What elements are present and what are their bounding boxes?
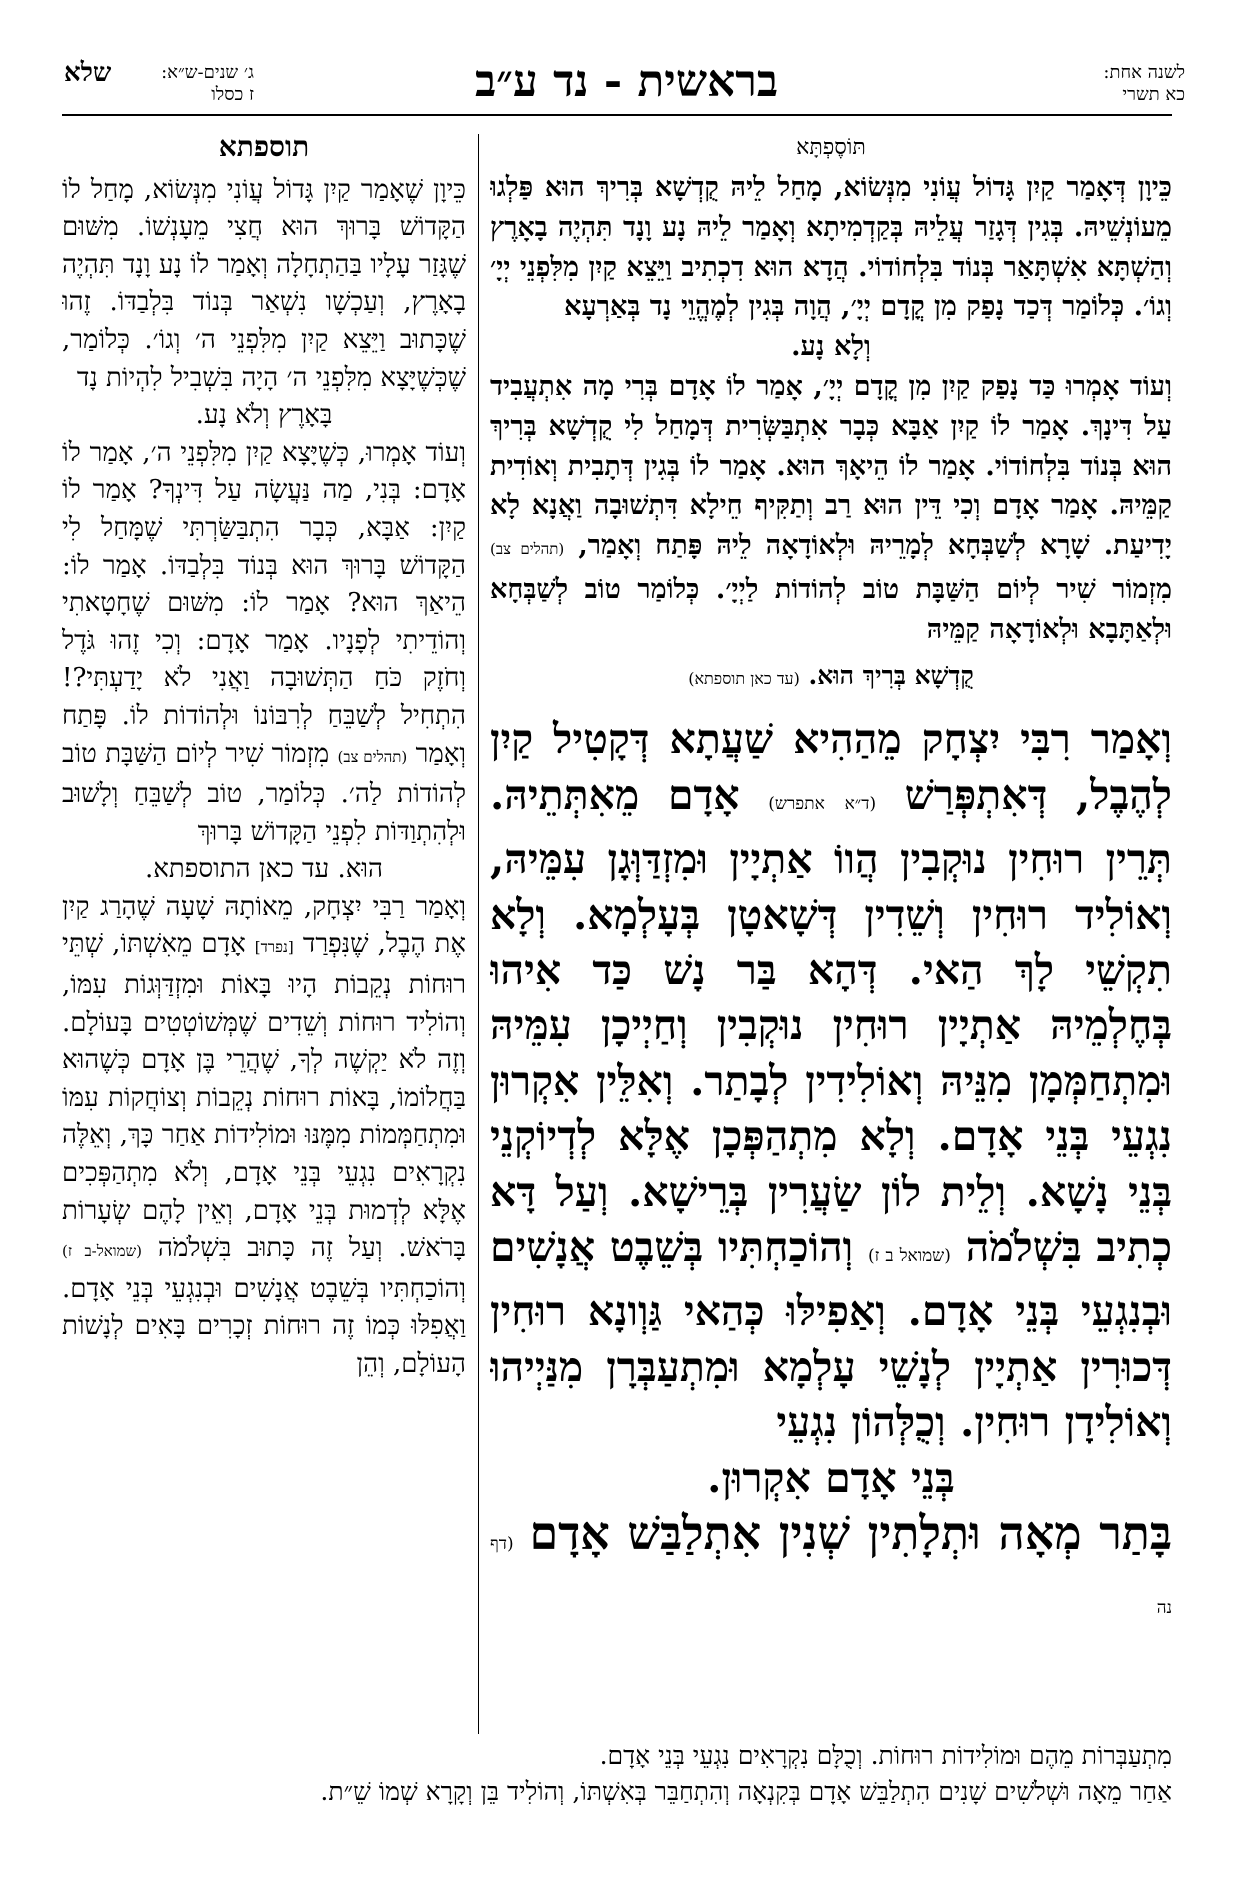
translation-reference-2: (שמואל-ב ז) — [62, 1242, 142, 1261]
zohar-paragraph-1-end: בְּנֵי אָדָם אִקְרוּן. — [707, 1453, 955, 1502]
translation-paragraph-2-end: הוּא. עד כאן התוספתא. — [144, 854, 384, 885]
translation-paragraph-2: וְעוֹד אָמְרוּ, כְּשֶׁיָּצָא קַיִן מִלִּפְנֵי ה׳, אָמַר לוֹ אָדָם: בְּנִי, מַה נַּעֲשָׂה עַל דִּינְךָ? אָמַר לוֹ קַיִן: אַבָּא, כְּבָר הִתְבַּשַּׂרְתִּי שֶׁמָּחַל לִי הַקָּדוֹשׁ בָּרוּךְ הוּא בְּנוֹד בִּלְבַדּוֹ. אָמַר לוֹ: הֵיאַךְ הוּא? אָמַר לוֹ: מִשּׁוּם שֶׁחָטָאתִי וְהוֹדֵיתִי לְפָנָיו. אָמַר אָדָם: וְכִי זֶהוּ גֹּדֶל וְחֹזֶק כֹּחַ הַתְּשׁוּבָה וַאֲנִי לֹא יָדַעְתִּי?! הִתְחִיל לְשַׁבֵּחַ לְרִבּוֹנוֹ וּלְהוֹדוֹת לוֹ. פָּתַח וְאָמַר (תהלים צב) מִזְמוֹר שִׁיר לְיוֹם הַשַּׁבָּת טוֹב לְהוֹדוֹת לַה׳. כְּלוֹמַר, טוֹב לְשַׁבֵּחַ וְלָשׁוּב וּלְהִתְוַדּוֹת לִפְנֵי הַקָּדוֹשׁ בָּרוּךְ — [62, 437, 466, 847]
tosefta-heading: תּוֹסֶפְתָּא — [796, 135, 866, 160]
page-number: שלא — [64, 58, 112, 88]
bottom-line-1: מִתְעַבְּרוֹת מֵהֶם וּמוֹלִידוֹת רוּחוֹת. וְכֻלָּם נִקְרָאִים נִגְעֵי בְּנֵי אָדָם. — [599, 1741, 1172, 1770]
header-left-line2: ז כסלו — [211, 84, 254, 105]
translation-column — [62, 128, 466, 1738]
header-right-line2: כא תשרי — [1122, 84, 1185, 105]
tosefta-aramaic — [490, 168, 1172, 698]
header-right-line1: לשנה אחת: — [1103, 62, 1185, 83]
bottom-line-2: אַחַר מֵאָה וּשְׁלֹשִׁים שָׁנִים הִתְלַבֵּשׁ אָדָם בְּקִנְאָה וְהִתְחַבֵּר בְּאִשְׁתּוֹ, וְהוֹלִיד בֵּן וְקָרָא שְׁמוֹ שֵׁ״ת. — [320, 1777, 1172, 1806]
translation-paragraph-1: כֵּיוָן שֶׁאָמַר קַיִן גָּדוֹל עֲוֹנִי מִנְּשׂוֹא, מָחַל לוֹ הַקָּדוֹשׁ בָּרוּךְ הוּא חֲצִי מֵעָנְשׁוֹ. מִשּׁוּם שֶׁגָּזַר עָלָיו בַּהַתְחָלָה וְאָמַר לוֹ נָע וָנָד תִּהְיֶה בָאָרֶץ, וְעַכְשָׁו נִשְׁאַר בְּנוֹד בִּלְבַדּוֹ. זֶהוּ שֶׁכָּתוּב וַיֵּצֵא קַיִן מִלִּפְנֵי ה׳ וְגוֹ׳. כְּלוֹמַר, שֶׁכְּשֶׁיָּצָא מִלִּפְנֵי ה׳ הָיָה בִּשְׁבִיל לִהְיוֹת נָד — [62, 174, 466, 393]
tosefta-end-note: (עד כאן תוספתא) — [688, 668, 800, 688]
header-rule — [62, 114, 1172, 116]
tosefta-paragraph-2: וְעוֹד אָמְרוּ כַּד נָפַק קַיִן מִן קֳדָם יְיָ׳, אָמַר לוֹ אָדָם בְּרִי מָה אִתְעֲבִיד עַל דִּינָךְ. אָמַר לוֹ קַיִן אַבָּא כְּבָר אִתְבַּשְּׂרִית דְּמָחַל לִי קֻדְשָׁא בְּרִיךְ הוּא בְּנוֹד בִּלְחוֹדוֹי. אָמַר לוֹ הֵיאָךְ הוּא. אָמַר לוֹ בְּגִין דְּתָבִית וְאוֹדִית קַמֵּיהּ. אָמַר אָדָם וְכִי דֵּין הוּא רַב וְתַקִּיף חֵילָא דִּתְשׁוּבָה וַאֲנָא לָא יָדִיעַת. שָׁרָא לְשַׁבְּחָא לְמָרֵיהּ וּלְאוֹדָאָה לֵיהּ פָּתַח וְאָמַר, (תהלים צב) מִזְמוֹר שִׁיר לְיוֹם הַשַּׁבָּת טוֹב לְהוֹדוֹת לַיְיָ׳. כְּלוֹמַר טוֹב לְשַׁבְּחָא וּלְאַתָּבָא וּלְאוֹדָאָה קַמֵּיהּ — [490, 370, 1172, 645]
translation-note: [נפרד] — [254, 938, 294, 957]
zohar-paragraph-2: בָּתַר מְאָה וּתְלָתִין שְׁנִין אִתְלַבַּשׁ אָדָם (דף נה — [490, 1506, 1172, 1619]
zohar-variant-note: (ד״א אתפרש) — [768, 793, 877, 814]
original-text-column — [490, 134, 1172, 1734]
page-reference: (דף נה — [490, 1534, 1172, 1619]
zohar-paragraph-1: וְאָמַר רִבִּי יִצְחָק מֵהַהִיא שַׁעֲתָא דְּקָטִיל קַיִן לְהֶבֶל, דְּאִתְפְּרַשׁ (ד״א אתפרש) אָדָם מֵאִתְּתֵיהּ. תְּרֵין רוּחִין נוּקְבִין הֲווֹ אַתְיָין וּמִזְדַּוְּגָן עִמֵּיהּ, וְאוֹלִיד רוּחִין וְשֵׁדִין דְּשָׁאטָן בְּעָלְמָא. וְלָא תִקְשֵׁי לָךְ הַאי. דְּהָא בַּר נָשׁ כַּד אִיהוּ בְּחֶלְמֵיהּ אַתְיָין רוּחִין נוּקְבִין וְחַיְיכָן עִמֵּיהּ וּמִתְחַמְּמָן מִנֵּיהּ וְאוֹלִידִין לְבָתַר. וְאִלֵּין אִקְרוּן נִגְעֵי בְּנֵי אָדָם. וְלָא מִתְהַפְּכָן אֶלָּא לְדְיוֹקְנֵי בְּנֵי נָשָׁא. וְלֵית לוֹן שַׂעֲרִין בְּרֵישָׁא. וְעַל דָּא כְתִיב בִּשְׁלֹמֹה (שמואל ב ז) וְהוֹכַחְתִּיו בְּשֵׁבֶט אֲנָשִׁים וּבְנִגְעֵי בְּנֵי אָדָם. וְאַפִילּוּ כְּהַאי גַּוְונָא רוּחִין דְּכוּרִין אַתְיָין לְנָשֵׁי עָלְמָא וּמִתְעַבְּרָן מִנַּיְיהוּ וְאוֹלִידָן רוּחִין. וְכֻלְּהוֹן נִגְעֵי — [490, 715, 1172, 1447]
zohar-main-text — [490, 712, 1172, 1637]
bottom-continuation — [62, 1738, 1172, 1810]
tosefta-paragraph-1-end: וְלָא נָע. — [791, 331, 871, 363]
tosefta-paragraph-1: כֵּיוָן דְּאָמַר קַיִן גָּדוֹל עֲוֹנִי מִנְּשׂוֹא, מָחַל לֵיהּ קֻדְשָׁא בְּרִיךְ הוּא פַּלְגוּ מֵעוֹנְשֵׁיהּ. בְּגִין דְּגָזַר עֲלֵיהּ בְּקַדְמִיתָא וְאָמַר לֵיהּ נָע וָנָד תִּהְיֶה בָאָרֶץ וְהַשְׁתָּא אִשְׁתָּאַר בְּנוֹד בִּלְחוֹדוֹי. הֲדָא הוּא דִכְתִיב וַיֵּצֵא קַיִן מִלִּפְנֵי יְיָ׳ וְגוֹ׳. כְּלוֹמַר דְּכַד נָפַק מִן קֳדָם יְיָ׳, הֲוָה בְּגִין לְמֶהֱוֵי נָד בְּאַרְעָא — [490, 172, 1172, 323]
tosefta-reference: (תהלים צב) — [490, 540, 565, 559]
header-left-line1: ג׳ שנים-ש״א: — [161, 62, 254, 83]
tosefta-end: קֻדְשָׁא בְּרִיךְ הוּא. (עד כאן תוספתא) — [688, 660, 974, 690]
column-divider — [478, 134, 479, 1734]
header-left-date — [64, 58, 254, 106]
zohar-reference: (שמואל ב ז) — [868, 1246, 951, 1267]
translation-paragraph-3: וְאָמַר רַבִּי יִצְחָק, מֵאוֹתָהּ שָׁעָה שֶׁהָרַג קַיִן אֶת הֶבֶל, שֶׁנִּפְרַד [נפרד] אָדָם מֵאִשְׁתּוֹ, שְׁתֵּי רוּחוֹת נְקֵבוֹת הָיוּ בָּאוֹת וּמִזְדַּוְּגוֹת עִמּוֹ, וְהוֹלִיד רוּחוֹת וְשֵׁדִים שֶׁמְּשׁוֹטְטִים בָּעוֹלָם. וְזֶה לֹא יַקְשֶׁה לְךָ, שֶׁהֲרֵי בֶּן אָדָם כְּשֶׁהוּא בַּחֲלוֹמוֹ, בָּאוֹת רוּחוֹת נְקֵבוֹת וְצוֹחֲקוֹת עִמּוֹ וּמִתְחַמְּמוֹת מִמֶּנּוּ וּמוֹלִידוֹת אַחַר כָּךְ, וְאֵלֶּה נִקְרָאִים נִגְעֵי בְּנֵי אָדָם, וְלֹא מִתְהַפְּכִים אֶלָּא לְדְמוּת בְּנֵי אָדָם, וְאֵין לָהֶם שְׂעָרוֹת בָּרֹאשׁ. וְעַל זֶה כָּתוּב בִּשְׁלֹמֹה (שמואל-ב ז) וְהוֹכַחְתִּיו בְּשֵׁבֶט אֲנָשִׁים וּבְנִגְעֵי בְּנֵי אָדָם. וַאֲפִלּוּ כְּמוֹ זֶה רוּחוֹת זְכָרִים בָּאִים לְנָשׁוֹת הָעוֹלָם, וְהֵן — [62, 891, 466, 1379]
translation-paragraph-1-end: בָּאָרֶץ וְלֹא נָע. — [195, 400, 333, 431]
page-title: בראשית - נד ע״ב — [474, 56, 779, 107]
translation-heading: תוספתא — [218, 130, 310, 163]
translation-reference: (תהלים צב) — [337, 747, 408, 766]
